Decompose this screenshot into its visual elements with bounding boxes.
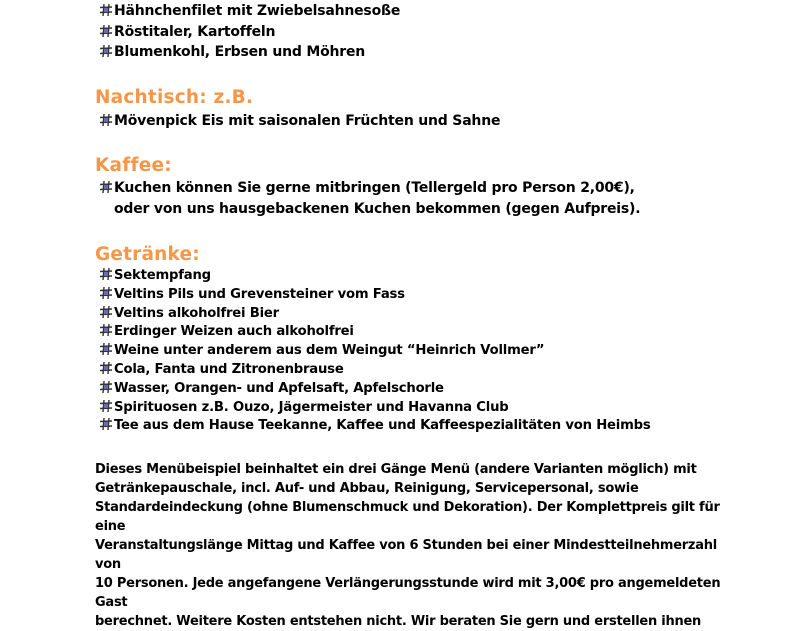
hash-bullet-icon <box>99 267 113 281</box>
list-item <box>99 267 651 286</box>
coffee-list <box>99 178 640 220</box>
paragraph-line: 10 Personen. Jede angefangene Verlängerungsstunde wird mit 3,00€ pro angemeldeten Gast <box>95 576 721 610</box>
list-item-text: Wasser, Orangen- und Apfelsaft, Apfelschorle <box>114 380 444 396</box>
list-item <box>99 323 651 342</box>
list-item-text: Mövenpick Eis mit saisonalen Früchten und Sahne <box>114 113 501 129</box>
paragraph-line: Veranstaltungslänge Mittag und Kaffee von 6 Stunden bei einer Mindestteilnehmerzahl von <box>95 538 717 572</box>
info-paragraph <box>95 460 735 631</box>
hash-bullet-icon <box>99 399 113 413</box>
list-item-text: Erdinger Weizen auch alkoholfrei <box>114 324 354 340</box>
drinks-heading: Getränke: <box>95 244 200 265</box>
hash-bullet-icon <box>99 180 113 194</box>
drinks-list <box>99 267 651 436</box>
list-item-text: Spirituosen z.B. Ouzo, Jägermeister und Havanna Club <box>114 399 509 415</box>
dessert-heading: Nachtisch: z.B. <box>95 87 254 108</box>
paragraph-line: Getränkepauschale, incl. Auf- und Abbau, Reinigung, Servicepersonal, sowie <box>95 481 639 496</box>
list-item-text: Veltins alkoholfrei Bier <box>114 305 279 321</box>
list-item-text: Sektempfang <box>114 268 211 283</box>
dessert-list <box>99 111 500 132</box>
hash-bullet-icon <box>99 380 113 394</box>
list-item <box>99 342 651 361</box>
list-item <box>99 399 651 418</box>
list-item <box>99 111 500 132</box>
list-item <box>99 1 400 22</box>
hash-bullet-icon <box>99 113 113 127</box>
list-item-text: Cola, Fanta und Zitronenbrause <box>114 361 344 377</box>
coffee-heading: Kaffee: <box>95 155 172 176</box>
list-item-text: Veltins Pils und Grevensteiner vom Fass <box>114 286 405 302</box>
hash-bullet-icon <box>99 24 113 38</box>
hash-bullet-icon <box>99 3 113 17</box>
list-item <box>99 22 400 43</box>
hash-bullet-icon <box>99 44 113 58</box>
list-item-text: Röstitaler, Kartoffeln <box>114 23 276 40</box>
list-item <box>99 417 651 436</box>
list-item-text: Tee aus dem Hause Teekanne, Kaffee und Kaffeespezialitäten von Heimbs <box>114 418 651 434</box>
list-item-text: Weine unter anderem aus dem Weingut “Heinrich Vollmer” <box>114 343 545 359</box>
list-item <box>99 305 651 324</box>
hash-bullet-icon <box>99 361 113 375</box>
paragraph-line: Dieses Menübeispiel beinhaltet ein drei Gänge Menü (andere Varianten möglich) mit <box>95 462 697 477</box>
main-course-list <box>99 1 400 63</box>
list-item-text: Blumenkohl, Erbsen und Möhren <box>114 44 366 60</box>
list-item <box>99 380 651 399</box>
hash-bullet-icon <box>99 417 113 431</box>
list-item <box>99 42 400 63</box>
paragraph-line: Standardeindeckung (ohne Blumenschmuck und Dekoration). Der Komplettpreis gilt für eine <box>95 500 720 534</box>
list-item-text: Hähnchenfilet mit Zwiebelsahnesoße <box>114 3 401 19</box>
hash-bullet-icon <box>99 323 113 337</box>
hash-bullet-icon <box>99 305 113 319</box>
list-item <box>99 178 640 199</box>
list-item <box>99 286 651 305</box>
paragraph-line: berechnet. Weitere Kosten entstehen nicht. Wir beraten Sie gern und erstellen ihnen <box>95 614 702 629</box>
hash-bullet-icon <box>99 286 113 300</box>
list-item-text: Kuchen können Sie gerne mitbringen (Tellergeld pro Person 2,00€), <box>114 180 635 196</box>
hash-bullet-icon <box>99 342 113 356</box>
list-item <box>99 361 651 380</box>
list-item-continuation: oder von uns hausgebackenen Kuchen bekommen (gegen Aufpreis). <box>114 201 641 217</box>
